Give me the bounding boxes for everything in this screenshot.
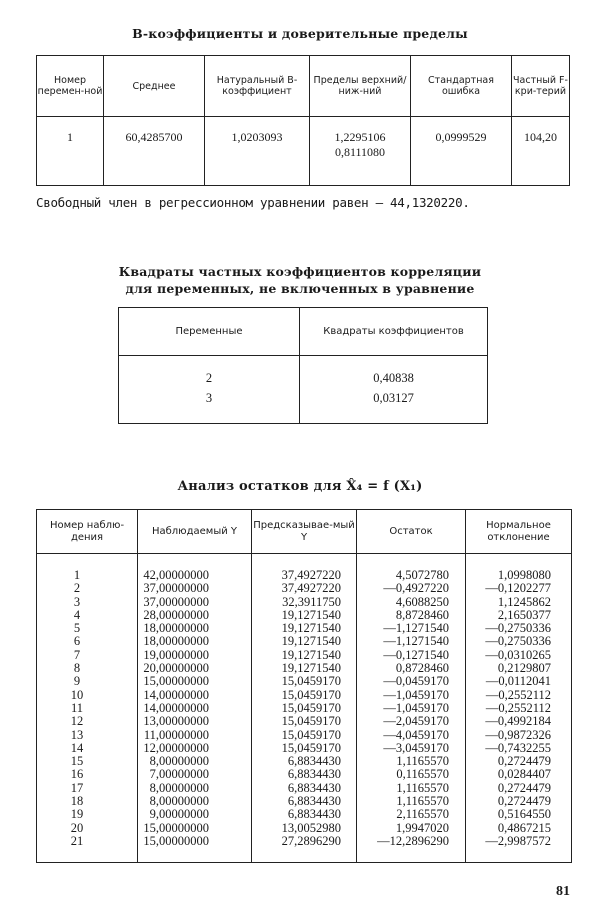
cell-square: 0,03127 [373, 391, 414, 405]
cell-observation: 8 [37, 662, 138, 675]
cell-f-criterion: 104,20 [512, 117, 570, 186]
cell-observed-y: 15,00000000 [138, 675, 252, 688]
table-row [37, 596, 572, 609]
cell-observation: 3 [37, 596, 138, 609]
cell-normal-deviation: 0,2724479 [466, 755, 572, 768]
table-row [37, 702, 572, 715]
cell-observed-y: 37,00000000 [138, 582, 252, 595]
cell-predicted-y: 13,0052980 [252, 822, 357, 835]
cell-predicted-y: 37,4927220 [252, 554, 357, 583]
header-mean: Среднее [104, 56, 205, 117]
cell-residual: —0,1271540 [357, 649, 466, 662]
cell-observed-y: 28,00000000 [138, 609, 252, 622]
cell-observation: 13 [37, 729, 138, 742]
cell-variable: 2 [205, 371, 213, 385]
cell-normal-deviation: 2,1650377 [466, 609, 572, 622]
table-row [37, 582, 572, 595]
table-row [37, 808, 572, 821]
cell-observation: 7 [37, 649, 138, 662]
cell-observation: 16 [37, 768, 138, 781]
cell-observation: 9 [37, 675, 138, 688]
cell-observation: 18 [37, 795, 138, 808]
cell-predicted-y: 19,1271540 [252, 622, 357, 635]
cell-predicted-y: 15,0459170 [252, 729, 357, 742]
residuals-table [36, 509, 572, 863]
header-normal-deviation: Нормальное отклонение [466, 510, 572, 554]
cell-observation: 21 [37, 835, 138, 863]
table-row [37, 635, 572, 648]
cell-observed-y: 8,00000000 [138, 755, 252, 768]
cell-predicted-y: 15,0459170 [252, 675, 357, 688]
cell-normal-deviation: —2,9987572 [466, 835, 572, 863]
cell-predicted-y: 19,1271540 [252, 635, 357, 648]
cell-limits [310, 117, 411, 186]
cell-residual: —4,0459170 [357, 729, 466, 742]
header-std-error: Стандартная ошибка [411, 56, 512, 117]
page-number: 81 [556, 884, 570, 899]
header-f-criterion: Частный F-кри-терий [512, 56, 570, 117]
cell-observation: 2 [37, 582, 138, 595]
cell-std-error: 0,0999529 [411, 117, 512, 186]
header-residual: Остаток [357, 510, 466, 554]
cell-predicted-y: 15,0459170 [252, 689, 357, 702]
table3-title: Анализ остатков для X̂₄ = f (X₁) [177, 479, 423, 494]
cell-predicted-y: 19,1271540 [252, 609, 357, 622]
cell-predicted-y: 6,8834430 [252, 755, 357, 768]
cell-observation: 14 [37, 742, 138, 755]
table-row [37, 117, 570, 186]
cell-observation: 12 [37, 715, 138, 728]
table-row [119, 356, 488, 424]
table-row [37, 755, 572, 768]
cell-predicted-y: 15,0459170 [252, 702, 357, 715]
cell-predicted-y: 6,8834430 [252, 808, 357, 821]
cell-normal-deviation: —0,2750336 [466, 635, 572, 648]
header-predicted-y: Предсказывае-мый Y [252, 510, 357, 554]
cell-observed-y: 20,00000000 [138, 662, 252, 675]
table-row [37, 622, 572, 635]
cell-predicted-y: 15,0459170 [252, 742, 357, 755]
cell-predicted-y: 6,8834430 [252, 795, 357, 808]
cell-residual: 0,8728460 [357, 662, 466, 675]
cell-residual: 1,1165570 [357, 782, 466, 795]
table-row [37, 662, 572, 675]
cell-observed-y: 7,00000000 [138, 768, 252, 781]
cell-observation: 1 [37, 554, 138, 583]
cell-observed-y: 9,00000000 [138, 808, 252, 821]
cell-variable: 3 [205, 391, 213, 405]
table-row [37, 609, 572, 622]
cell-observation: 6 [37, 635, 138, 648]
cell-observed-y: 8,00000000 [138, 782, 252, 795]
cell-residual: —1,1271540 [357, 635, 466, 648]
cell-lower-limit: 0,8111080 [334, 145, 386, 159]
cell-residual: —2,0459170 [357, 715, 466, 728]
table-row [37, 768, 572, 781]
cell-residual: 2,1165570 [357, 808, 466, 821]
cell-predicted-y: 37,4927220 [252, 582, 357, 595]
cell-residual: —0,0459170 [357, 675, 466, 688]
cell-normal-deviation: —0,1202277 [466, 582, 572, 595]
cell-observation: 11 [37, 702, 138, 715]
table-row [37, 822, 572, 835]
cell-squares [300, 356, 488, 424]
header-observation: Номер наблю-дения [37, 510, 138, 554]
cell-residual: —1,0459170 [357, 702, 466, 715]
table2-title [0, 263, 600, 297]
cell-residual: 4,5072780 [357, 554, 466, 583]
table-row [37, 649, 572, 662]
header-var-number: Номер перемен-ной [37, 56, 104, 117]
cell-observation: 15 [37, 755, 138, 768]
header-limits: Пределы верхний/ниж-ний [310, 56, 411, 117]
cell-predicted-y: 19,1271540 [252, 662, 357, 675]
cell-upper-limit: 1,2295106 [334, 130, 386, 144]
cell-normal-deviation: —0,0310265 [466, 649, 572, 662]
partial-correlation-table [118, 307, 488, 424]
cell-normal-deviation: 0,2724479 [466, 795, 572, 808]
header-variables: Переменные [119, 308, 300, 356]
cell-observation: 4 [37, 609, 138, 622]
cell-predicted-y: 32,3911750 [252, 596, 357, 609]
table-row [37, 835, 572, 863]
cell-observed-y: 42,00000000 [138, 554, 252, 583]
cell-square: 0,40838 [373, 371, 414, 385]
cell-observed-y: 14,00000000 [138, 689, 252, 702]
cell-observed-y: 12,00000000 [138, 742, 252, 755]
table2-title-line2: для переменных, не включенных в уравнение [125, 281, 475, 296]
cell-normal-deviation: —0,9872326 [466, 729, 572, 742]
cell-normal-deviation: —0,2552112 [466, 702, 572, 715]
cell-observation: 5 [37, 622, 138, 635]
header-natural-b: Натуральный В-коэффициент [205, 56, 310, 117]
cell-residual: 1,1165570 [357, 755, 466, 768]
table-row [37, 689, 572, 702]
cell-normal-deviation: 0,0284407 [466, 768, 572, 781]
cell-var-number: 1 [37, 117, 104, 186]
cell-predicted-y: 19,1271540 [252, 649, 357, 662]
cell-normal-deviation: 0,2724479 [466, 782, 572, 795]
cell-normal-deviation: 1,0998080 [466, 554, 572, 583]
cell-predicted-y: 6,8834430 [252, 768, 357, 781]
cell-residual: —1,0459170 [357, 689, 466, 702]
b-coefficients-table [36, 55, 570, 186]
cell-mean: 60,4285700 [104, 117, 205, 186]
cell-observed-y: 18,00000000 [138, 635, 252, 648]
cell-normal-deviation: 0,4867215 [466, 822, 572, 835]
cell-residual: 1,9947020 [357, 822, 466, 835]
cell-observation: 19 [37, 808, 138, 821]
cell-normal-deviation: —0,4992184 [466, 715, 572, 728]
cell-residual: 1,1165570 [357, 795, 466, 808]
cell-residual: —0,4927220 [357, 582, 466, 595]
cell-normal-deviation: —0,7432255 [466, 742, 572, 755]
cell-observation: 10 [37, 689, 138, 702]
cell-variables [119, 356, 300, 424]
cell-natural-b: 1,0203093 [205, 117, 310, 186]
cell-predicted-y: 6,8834430 [252, 782, 357, 795]
cell-residual: —3,0459170 [357, 742, 466, 755]
residuals-body [37, 554, 572, 863]
cell-normal-deviation: —0,2552112 [466, 689, 572, 702]
table-row [37, 742, 572, 755]
cell-observed-y: 15,00000000 [138, 822, 252, 835]
cell-observed-y: 18,00000000 [138, 622, 252, 635]
cell-residual: 4,6088250 [357, 596, 466, 609]
cell-observed-y: 19,00000000 [138, 649, 252, 662]
cell-observed-y: 13,00000000 [138, 715, 252, 728]
intercept-text: Свободный член в регрессионном уравнении равен — 44,1320220. [36, 195, 470, 210]
cell-observed-y: 14,00000000 [138, 702, 252, 715]
cell-normal-deviation: 1,1245862 [466, 596, 572, 609]
table1-title: В-коэффициенты и доверительные пределы [132, 26, 468, 41]
cell-predicted-y: 27,2896290 [252, 835, 357, 863]
table-row [37, 715, 572, 728]
cell-observed-y: 37,00000000 [138, 596, 252, 609]
table-row [37, 729, 572, 742]
cell-observation: 17 [37, 782, 138, 795]
cell-observed-y: 11,00000000 [138, 729, 252, 742]
cell-observed-y: 15,00000000 [138, 835, 252, 863]
cell-observed-y: 8,00000000 [138, 795, 252, 808]
cell-residual: —12,2896290 [357, 835, 466, 863]
header-squares: Квадраты коэффициентов [300, 308, 488, 356]
table-row [37, 554, 572, 583]
cell-observation: 20 [37, 822, 138, 835]
table-row [37, 675, 572, 688]
header-observed-y: Наблюдаемый Y [138, 510, 252, 554]
table2-title-line1: Квадраты частных коэффициентов корреляции [118, 264, 482, 279]
cell-normal-deviation: —0,0112041 [466, 675, 572, 688]
cell-normal-deviation: 0,5164550 [466, 808, 572, 821]
cell-residual: 8,8728460 [357, 609, 466, 622]
cell-normal-deviation: —0,2750336 [466, 622, 572, 635]
table-row [37, 795, 572, 808]
cell-residual: —1,1271540 [357, 622, 466, 635]
cell-predicted-y: 15,0459170 [252, 715, 357, 728]
cell-normal-deviation: 0,2129807 [466, 662, 572, 675]
cell-residual: 0,1165570 [357, 768, 466, 781]
table-row [37, 782, 572, 795]
